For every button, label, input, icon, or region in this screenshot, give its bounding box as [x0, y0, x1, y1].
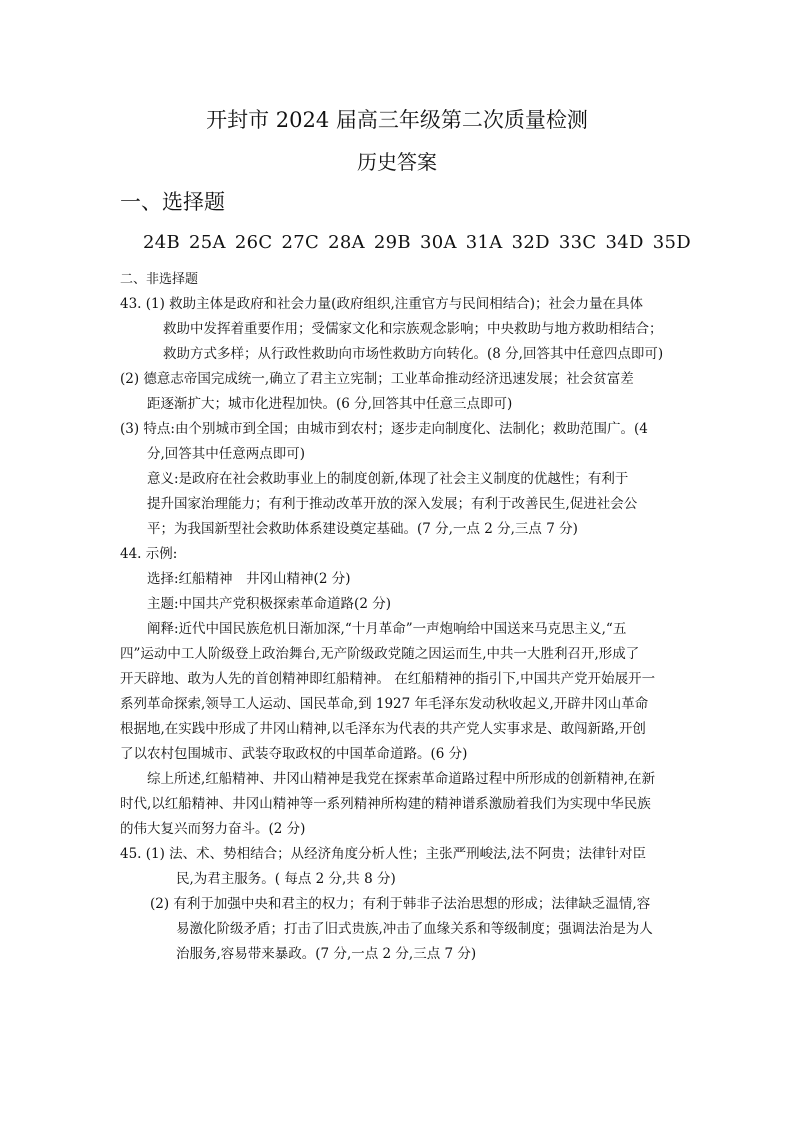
- section2-heading: 二、非选择题: [120, 272, 199, 287]
- q45-line: 治服务,容易带来暴政。(7 分,一点 2 分,三点 7 分): [176, 946, 477, 962]
- q45-line: (2) 有利于加强中央和君主的权力；有利于韩非子法治思想的形成；法律缺乏温情,容: [150, 896, 651, 912]
- q43-line: 救助方式多样；从行政性救助向市场性救助方向转化。(8 分,回答其中任意四点即可): [163, 346, 664, 362]
- q43-line: 平；为我国新型社会救助体系建设奠定基础。(7 分,一点 2 分,三点 7 分): [147, 521, 578, 537]
- section1-heading: 一、选择题: [120, 190, 225, 214]
- q43-line: (2) 德意志帝国完成统一,确立了君主立宪制；工业革命推动经济迅速发展；社会贫富差: [120, 371, 634, 387]
- q44-line: 44. 示例:: [120, 546, 178, 562]
- q44-line: 根据地,在实践中形成了井冈山精神,以毛泽东为代表的共产党人实事求是、敢闯新路,开创: [120, 721, 646, 737]
- q43-line: 救助中发挥着重要作用；受儒家文化和宗族观念影响；中央救助与地方救助相结合；: [163, 321, 663, 337]
- q44-line: 时代,以红船精神、井冈山精神等一系列精神所构建的精神谱系激励着我们为实现中华民族: [120, 796, 651, 812]
- q44-line: 主题:中国共产党积极探索革命道路(2 分): [147, 596, 391, 612]
- q44-line: 综上所述,红船精神、井冈山精神是我党在探索革命道路过程中所形成的创新精神,在新: [147, 771, 656, 787]
- page-title: 开封市 2024 届高三年级第二次质量检测: [206, 108, 588, 132]
- q43-line: 提升国家治理能力；有利于推动改革开放的深入发展；有利于改善民生,促进社会公: [147, 496, 638, 512]
- q44-line: 四”运动中工人阶级登上政治舞台,无产阶级政党随之因运而生,中共一大胜利召开,形成了: [120, 646, 640, 662]
- q43-line: 意义:是政府在社会救助事业上的制度创新,体现了社会主义制度的优越性；有利于: [147, 471, 629, 487]
- q45-line: 民,为君主服务。( 每点 2 分,共 8 分): [176, 871, 396, 887]
- q44-line: 的伟大复兴而努力奋斗。(2 分): [120, 821, 306, 837]
- q45-line: 45. (1) 法、术、势相结合；从经济角度分析人性；主张严刑峻法,法不阿贵；法律针对臣: [120, 846, 646, 862]
- q44-line: 系列革命探索,领导工人运动、国民革命,到 1927 年毛泽东发动秋收起义,开辟井冈山革命: [120, 696, 649, 712]
- q43-line: 43. (1) 救助主体是政府和社会力量(政府组织,注重官方与民间相结合)；社会力量在具体: [120, 296, 643, 312]
- q44-line: 开天辟地、敢为人先的首创精神即红船精神。 在红船精神的指引下,中国共产党开始展开一: [120, 671, 656, 687]
- q43-line: 分,回答其中任意两点即可): [147, 446, 306, 462]
- q45-line: 易激化阶级矛盾；打击了旧式贵族,冲击了血缘关系和等级制度；强调法治是为人: [176, 921, 653, 937]
- q44-line: 阐释:近代中国民族危机日渐加深,“十月革命”一声炮响给中国送来马克思主义,“五: [147, 621, 627, 637]
- multiple-choice-answers: 24B 25A 26C 27C 28A 29B 30A 31A 32D 33C 34D 35D: [143, 232, 691, 253]
- q43-line: (3) 特点:由个别城市到全国；由城市到农村；逐步走向制度化、法制化；救助范围广。(4: [120, 421, 648, 437]
- page-subtitle: 历史答案: [357, 150, 437, 174]
- q44-line: 了以农村包围城市、武装夺取政权的中国革命道路。(6 分): [120, 746, 468, 762]
- q43-line: 距逐渐扩大；城市化进程加快。(6 分,回答其中任意三点即可): [147, 396, 513, 412]
- q44-line: 选择:红船精神 井冈山精神(2 分): [147, 571, 351, 587]
